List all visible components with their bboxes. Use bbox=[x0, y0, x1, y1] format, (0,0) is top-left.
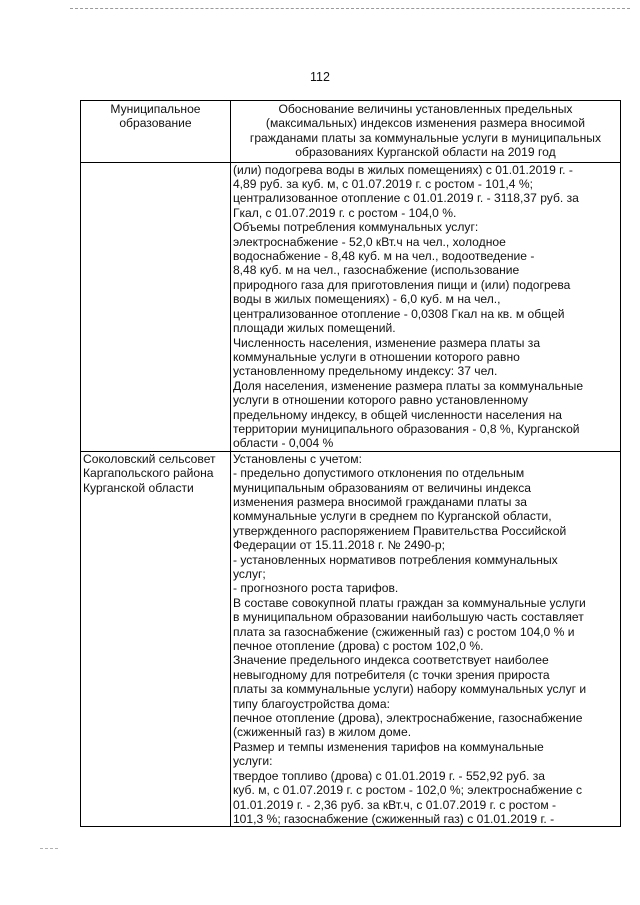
text-line: централизованное отопление - 0,0308 Гкал на кв. м общей bbox=[232, 306, 565, 321]
tariff-index-table bbox=[80, 100, 621, 827]
text-line: Значение предельного индекса соответствует наиболее bbox=[232, 653, 549, 668]
text-line: твердое топливо (дрова) с 01.01.2019 г. - 552,92 руб. за bbox=[232, 768, 545, 783]
text-line: воды в жилых помещениях) - 6,0 куб. м на чел., bbox=[232, 292, 501, 307]
text-line: 01.01.2019 г. - 2,36 руб. за кВт.ч, с 01.07.2019 г. с ростом - bbox=[232, 797, 557, 812]
text-line: Размер и темпы изменения тарифов на коммунальные bbox=[232, 739, 544, 754]
text-line: муниципальным образованиям от величины индекса bbox=[232, 480, 531, 495]
text-line: Установлены с учетом: bbox=[232, 451, 362, 466]
text-line: территории муниципального образования - 0,8 %, Курганской bbox=[232, 421, 580, 436]
text-line: плата за газоснабжение (сжиженный газ) с ростом 104,0 % и bbox=[232, 624, 575, 639]
text-line: площади жилых помещений. bbox=[232, 321, 396, 336]
municipality-cell: Соколовский сельсовет Каргапольского района Курганской области bbox=[81, 451, 231, 827]
table-row bbox=[81, 451, 621, 827]
text-line: - прогнозного роста тарифов. bbox=[232, 581, 399, 596]
justification-cell bbox=[230, 162, 620, 451]
text-line: изменения размера вносимой гражданами платы за bbox=[232, 494, 528, 509]
text-line: В составе совокупной платы граждан за коммунальные услуги bbox=[232, 595, 586, 610]
text-line: коммунальные услуги в отношении которого равно bbox=[232, 349, 520, 364]
text-line: (или) подогрева воды в жилых помещениях) с 01.01.2019 г. - bbox=[232, 162, 573, 177]
text-line: услуг; bbox=[232, 567, 266, 581]
text-line: типу благоустройства дома: bbox=[232, 696, 390, 711]
text-line: 4,89 руб. за куб. м, с 01.07.2019 г. с ростом - 101,4 %; bbox=[232, 177, 533, 192]
text-line: 101,3 %; газоснабжение (сжиженный газ) с 01.01.2019 г. - bbox=[232, 811, 555, 826]
scan-margin-mark bbox=[40, 848, 58, 849]
justification-cell bbox=[230, 451, 620, 827]
text-line: услуги в отношении которого равно установленному bbox=[232, 393, 529, 408]
text-line: Численность населения, изменение размера платы за bbox=[232, 335, 541, 350]
text-line: - предельно допустимого отклонения по отдельным bbox=[232, 466, 525, 481]
text-line: услуги: bbox=[232, 754, 273, 769]
text-line: природного газа для приготовления пищи и (или) подогрева bbox=[232, 277, 571, 292]
text-line: печное отопление (дрова) с ростом 102,0 %. bbox=[232, 639, 484, 654]
page-number: 112 bbox=[310, 70, 330, 84]
text-line: предельному индексу, в общей численности населения на bbox=[232, 407, 562, 422]
text-line: Федерации от 15.11.2018 г. № 2490-р; bbox=[232, 538, 445, 553]
text-line: невыгодному для потребителя (с точки зрения прироста bbox=[232, 667, 550, 682]
text-line: утвержденного распоряжением Правительства Российской bbox=[232, 523, 567, 538]
text-line: в муниципальном образовании наибольшую часть составляет bbox=[232, 610, 584, 625]
text-line: водоснабжение - 8,48 куб. м на чел., водоотведение - bbox=[232, 249, 535, 264]
text-line: куб. м, с 01.07.2019 г. с ростом - 102,0 %; электроснабжение с bbox=[232, 783, 583, 798]
text-line: коммунальные услуги в среднем по Курганской области, bbox=[232, 509, 552, 524]
text-line: области - 0,004 % bbox=[232, 436, 334, 451]
text-line: (сжиженный газ) в жилом доме. bbox=[232, 725, 412, 740]
table-header-row bbox=[81, 101, 621, 163]
table-row bbox=[81, 162, 621, 451]
municipality-cell bbox=[81, 162, 231, 451]
text-line: 8,48 куб. м на чел., газоснабжение (использование bbox=[232, 263, 520, 278]
text-line: Доля населения, изменение размера платы за коммунальные bbox=[232, 378, 584, 393]
text-line: - установленных нормативов потребления коммунальных bbox=[232, 552, 558, 567]
text-line: установленному предельному индексу: 37 чел. bbox=[232, 364, 498, 379]
text-line: печное отопление (дрова), электроснабжение, газоснабжение bbox=[232, 711, 583, 726]
text-line: электроснабжение - 52,0 кВт.ч на чел., холодное bbox=[232, 234, 506, 249]
header-municipality: Муниципальное образование bbox=[81, 101, 231, 163]
text-line: Объемы потребления коммунальных услуг: bbox=[232, 220, 479, 235]
text-line: Гкал, с 01.07.2019 г. с ростом - 104,0 %. bbox=[232, 205, 457, 220]
text-line: централизованное отопление с 01.01.2019 г. - 3118,37 руб. за bbox=[232, 191, 579, 206]
header-justification: Обоснование величины установленных предельных (максимальных) индексов изменения размера вносимой гражданами платы за коммунальные услуги в муниципальных образованиях Курганской области на 2019 год bbox=[230, 101, 620, 163]
scan-edge-line bbox=[70, 8, 630, 9]
text-line: платы за коммунальные услуги) набору коммунальных услуг и bbox=[232, 682, 587, 697]
